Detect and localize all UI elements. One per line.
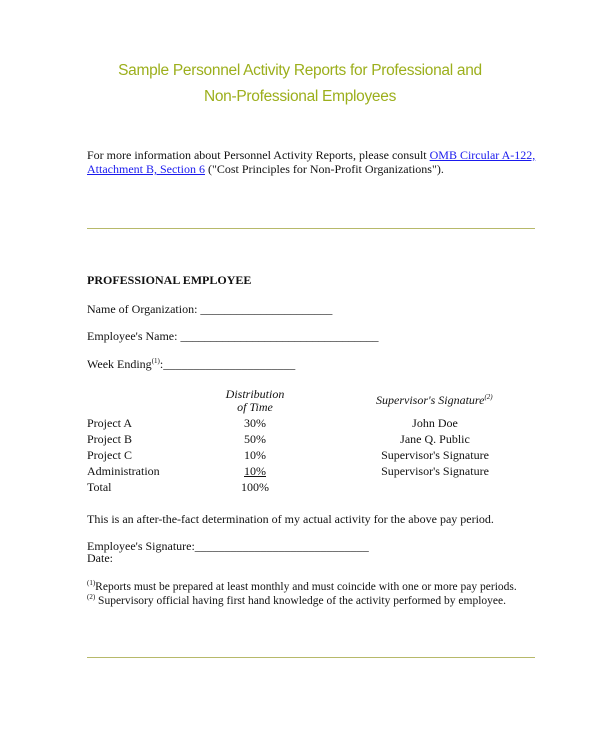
omb-circular-link[interactable]: OMB Circular A-122,: [429, 148, 536, 162]
intro-text: For more information about Personnel Activity Reports, please consult: [87, 148, 430, 162]
intro-line-2: [87, 162, 444, 177]
table-row-label: Project A: [87, 416, 132, 430]
date-field[interactable]: Date:: [87, 551, 113, 565]
table-row-label: Project B: [87, 432, 132, 446]
org-field[interactable]: Name of Organization: ______________________: [87, 302, 333, 316]
table-row-signature: Jane Q. Public: [400, 432, 470, 446]
table-row-label: Total: [87, 480, 112, 494]
percent-value: 100%: [241, 480, 269, 494]
dist-header-1: Distribution: [225, 387, 285, 401]
dist-header-2: of Time: [237, 400, 273, 414]
table-row-signature: John Doe: [412, 416, 458, 430]
week-ending-field[interactable]: [87, 357, 295, 372]
intro-line-1: [87, 148, 535, 163]
table-row-label: Project C: [87, 448, 132, 462]
table-row-percent: [215, 448, 295, 463]
week-blank: :______________________: [159, 357, 296, 371]
attachment-link[interactable]: Attachment B, Section 6: [87, 162, 205, 176]
statement: This is an after-the-fact determination of my actual activity for the above pay period.: [87, 512, 494, 526]
divider: [87, 228, 535, 229]
percent-value: 50%: [244, 432, 266, 446]
intro-text-2: ("Cost Principles for Non-Profit Organizations").: [204, 162, 444, 176]
table-row-percent: [215, 416, 295, 431]
section-heading: PROFESSIONAL EMPLOYEE: [87, 273, 252, 287]
percent-value: 30%: [244, 416, 266, 430]
divider: [87, 657, 535, 658]
percent-value: 10%: [244, 464, 266, 478]
table-row-percent: [215, 432, 295, 447]
sig-header-text: Supervisor's Signature: [376, 393, 485, 407]
table-row-signature: Supervisor's Signature: [381, 464, 489, 478]
table-row-signature: Supervisor's Signature: [381, 448, 489, 462]
sig-header: [376, 393, 493, 408]
footnote-text: Supervisory official having first hand knowledge of the activity performed by employee.: [95, 594, 506, 607]
week-label: Week Ending: [87, 357, 152, 371]
footnote-mark: (1): [87, 579, 96, 587]
table-row-percent: [215, 480, 295, 495]
footnote-ref: (2): [484, 393, 493, 401]
footnote-mark: (2): [87, 593, 96, 601]
footnote-ref: (1): [151, 357, 160, 365]
footnote-1: [87, 579, 517, 593]
percent-value: 10%: [244, 448, 266, 462]
table-row-label: Administration: [87, 464, 160, 478]
title-line-1: Sample Personnel Activity Reports for Professional and: [118, 62, 482, 79]
table-row-percent: [215, 464, 295, 479]
footnote-text: Reports must be prepared at least monthly and must coincide with one or more pay periods.: [95, 580, 517, 593]
employee-signature-field[interactable]: Employee's Signature:_____________________________: [87, 539, 369, 553]
employee-name-field[interactable]: Employee's Name: _________________________________: [87, 329, 379, 343]
footnote-2: [87, 593, 506, 607]
title-line-2: Non-Professional Employees: [203, 88, 397, 105]
